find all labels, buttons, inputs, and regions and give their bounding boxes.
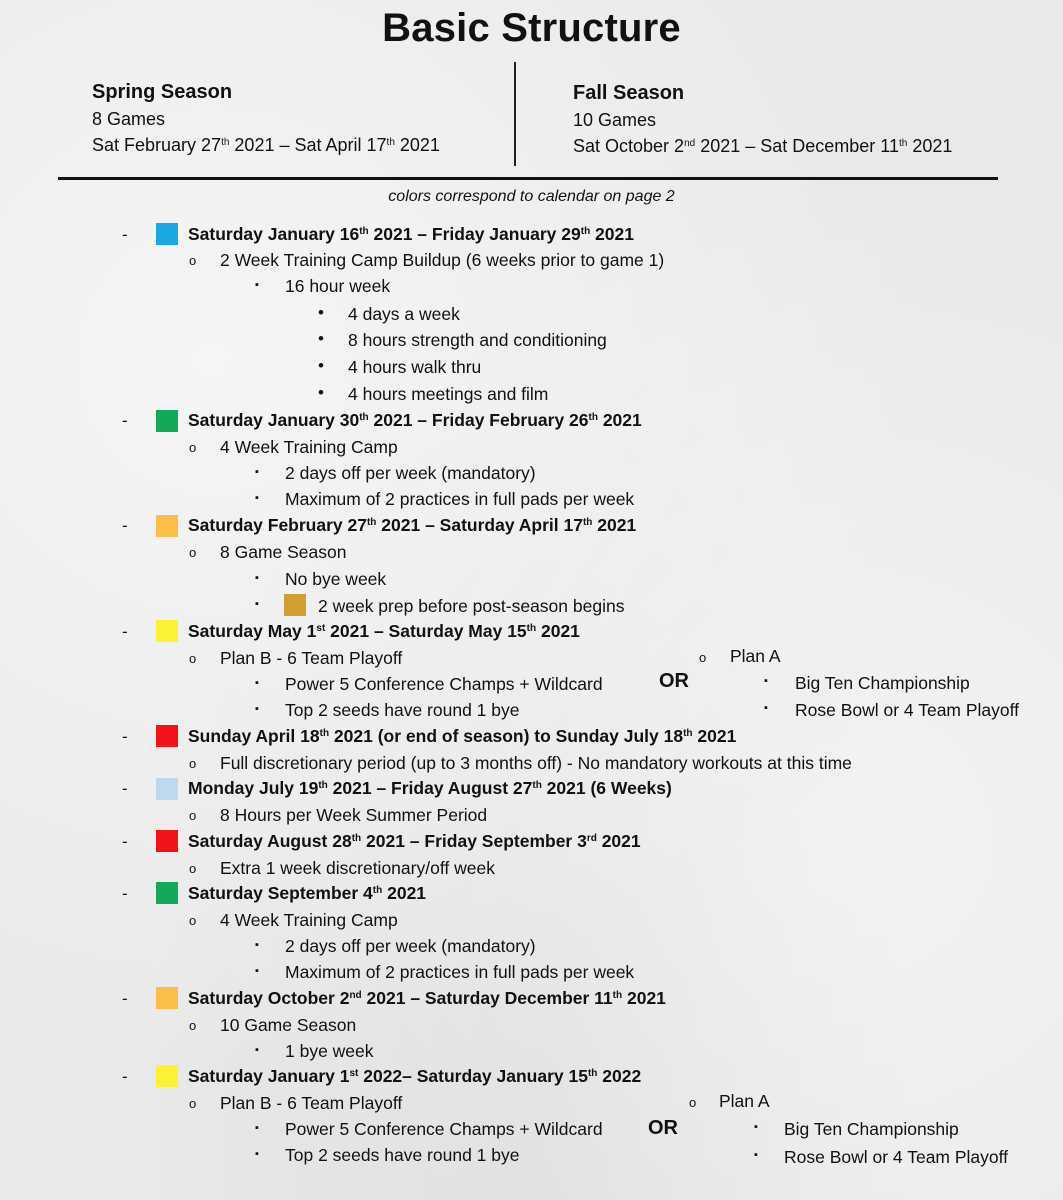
plan-a-heading: Plan A (730, 646, 781, 666)
fall-season-games: 10 Games (573, 110, 657, 130)
square-bullet-icon: ▪ (255, 279, 259, 291)
list-item: 8 hours strength and conditioning (348, 330, 607, 350)
circle-bullet-icon: o (189, 756, 197, 771)
dash-marker: - (122, 884, 128, 903)
list-item: 16 hour week (285, 276, 391, 296)
fall-season-dates: Sat October 2nd 2021 – Sat December 11th 2021 (573, 136, 953, 156)
period-heading: Saturday August 28th 2021 – Friday September 3rd 2021 (188, 831, 641, 851)
circle-bullet-icon: o (189, 913, 197, 928)
list-item: 2 days off per week (mandatory) (285, 463, 536, 483)
period-heading: Sunday April 18th 2021 (or end of season) to Sunday July 18th 2021 (188, 726, 737, 746)
period-detail: 10 Game Season (220, 1015, 357, 1035)
dash-marker: - (122, 989, 128, 1008)
plan-b-heading: Plan B - 6 Team Playoff (220, 648, 403, 668)
color-swatch (156, 410, 178, 432)
plan-b-heading: Plan B - 6 Team Playoff (220, 1093, 403, 1113)
square-bullet-icon: ▪ (255, 965, 259, 977)
list-item: Rose Bowl or 4 Team Playoff (795, 700, 1020, 720)
color-swatch (156, 223, 178, 245)
dash-marker: - (122, 1067, 128, 1086)
period-heading: Saturday February 27th 2021 – Saturday April 17th 2021 (188, 515, 637, 535)
square-bullet-icon: ▪ (255, 466, 259, 478)
square-bullet-icon: ▪ (255, 1122, 259, 1134)
period-detail: 4 Week Training Camp (220, 437, 398, 457)
circle-bullet-icon: o (189, 808, 197, 823)
spring-season-games: 8 Games (92, 109, 166, 129)
color-swatch (156, 830, 178, 852)
dot-bullet-icon: • (318, 303, 324, 322)
list-item: No bye week (285, 569, 387, 589)
color-swatch (156, 620, 178, 642)
square-bullet-icon: ▪ (255, 1044, 259, 1056)
list-item: Big Ten Championship (795, 673, 970, 693)
period-detail: 4 Week Training Camp (220, 910, 398, 930)
list-item: Rose Bowl or 4 Team Playoff (784, 1147, 1009, 1167)
dash-marker: - (122, 622, 128, 641)
list-item: 1 bye week (285, 1041, 374, 1061)
list-item: Maximum of 2 practices in full pads per week (285, 489, 635, 509)
dash-marker: - (122, 516, 128, 535)
color-swatch (156, 882, 178, 904)
season-divider (514, 62, 516, 166)
circle-bullet-icon: o (689, 1095, 697, 1110)
period-detail: Full discretionary period (up to 3 months off) - No mandatory workouts at this time (220, 753, 852, 773)
period-heading: Monday July 19th 2021 – Friday August 27th 2021 (6 Weeks) (188, 778, 672, 798)
or-label: OR (659, 670, 689, 692)
square-bullet-icon: ▪ (255, 1148, 259, 1160)
circle-bullet-icon: o (189, 1096, 197, 1111)
square-bullet-icon: ▪ (255, 703, 259, 715)
dash-marker: - (122, 727, 128, 746)
list-item: Top 2 seeds have round 1 bye (285, 1145, 520, 1165)
period-heading: Saturday January 1st 2022– Saturday January 15th 2022 (188, 1066, 642, 1086)
list-item: 2 days off per week (mandatory) (285, 936, 536, 956)
square-bullet-icon: ▪ (255, 939, 259, 951)
fall-season-heading: Fall Season (573, 82, 685, 104)
dash-marker: - (122, 832, 128, 851)
list-item: 4 days a week (348, 304, 460, 324)
fall-season-block (573, 79, 952, 159)
list-item: Big Ten Championship (784, 1119, 959, 1139)
color-swatch (156, 1065, 178, 1087)
circle-bullet-icon: o (189, 861, 197, 876)
period-heading: Saturday January 16th 2021 – Friday January 29th 2021 (188, 224, 634, 244)
square-bullet-icon: ▪ (754, 1149, 758, 1161)
period-heading: Saturday January 30th 2021 – Friday February 26th 2021 (188, 410, 642, 430)
dash-marker: - (122, 411, 128, 430)
square-bullet-icon: ▪ (255, 572, 259, 584)
list-item: Top 2 seeds have round 1 bye (285, 700, 520, 720)
page-title: Basic Structure (382, 6, 681, 50)
dot-bullet-icon: • (318, 356, 324, 375)
spring-season-block (92, 78, 440, 158)
spring-season-heading: Spring Season (92, 81, 233, 103)
plan-a-heading: Plan A (719, 1091, 770, 1111)
square-bullet-icon: ▪ (255, 598, 259, 610)
circle-bullet-icon: o (189, 545, 197, 560)
circle-bullet-icon: o (189, 651, 197, 666)
square-bullet-icon: ▪ (255, 677, 259, 689)
period-heading: Saturday May 1st 2021 – Saturday May 15th 2021 (188, 621, 580, 641)
calendar-note: colors correspond to calendar on page 2 (388, 188, 675, 205)
color-swatch (156, 725, 178, 747)
circle-bullet-icon: o (699, 650, 707, 665)
period-detail: 8 Game Season (220, 542, 347, 562)
period-detail: 2 Week Training Camp Buildup (6 weeks prior to game 1) (220, 250, 665, 270)
spring-season-dates: Sat February 27th 2021 – Sat April 17th 2021 (92, 135, 440, 155)
dot-bullet-icon: • (318, 329, 324, 348)
list-item: 2 week prep before post-season begins (318, 596, 625, 616)
period-detail: 8 Hours per Week Summer Period (220, 805, 488, 825)
dash-marker: - (122, 225, 128, 244)
square-bullet-icon: ▪ (764, 702, 768, 714)
list-item: Power 5 Conference Champs + Wildcard (285, 674, 603, 694)
list-item: Maximum of 2 practices in full pads per week (285, 962, 635, 982)
list-item: 4 hours meetings and film (348, 384, 549, 404)
color-swatch (156, 515, 178, 537)
color-swatch (156, 778, 178, 800)
period-detail: Extra 1 week discretionary/off week (220, 858, 495, 878)
period-heading: Saturday October 2nd 2021 – Saturday December 11th 2021 (188, 988, 666, 1008)
dash-marker: - (122, 779, 128, 798)
circle-bullet-icon: o (189, 253, 197, 268)
list-item: 4 hours walk thru (348, 357, 482, 377)
or-label: OR (648, 1117, 678, 1139)
dot-bullet-icon: • (318, 383, 324, 402)
square-bullet-icon: ▪ (764, 675, 768, 687)
period-heading: Saturday September 4th 2021 (188, 883, 427, 903)
list-item: Power 5 Conference Champs + Wildcard (285, 1119, 603, 1139)
color-swatch (156, 987, 178, 1009)
circle-bullet-icon: o (189, 1018, 197, 1033)
color-swatch (284, 594, 306, 616)
square-bullet-icon: ▪ (754, 1121, 758, 1133)
circle-bullet-icon: o (189, 440, 197, 455)
header-rule (58, 177, 998, 180)
square-bullet-icon: ▪ (255, 492, 259, 504)
